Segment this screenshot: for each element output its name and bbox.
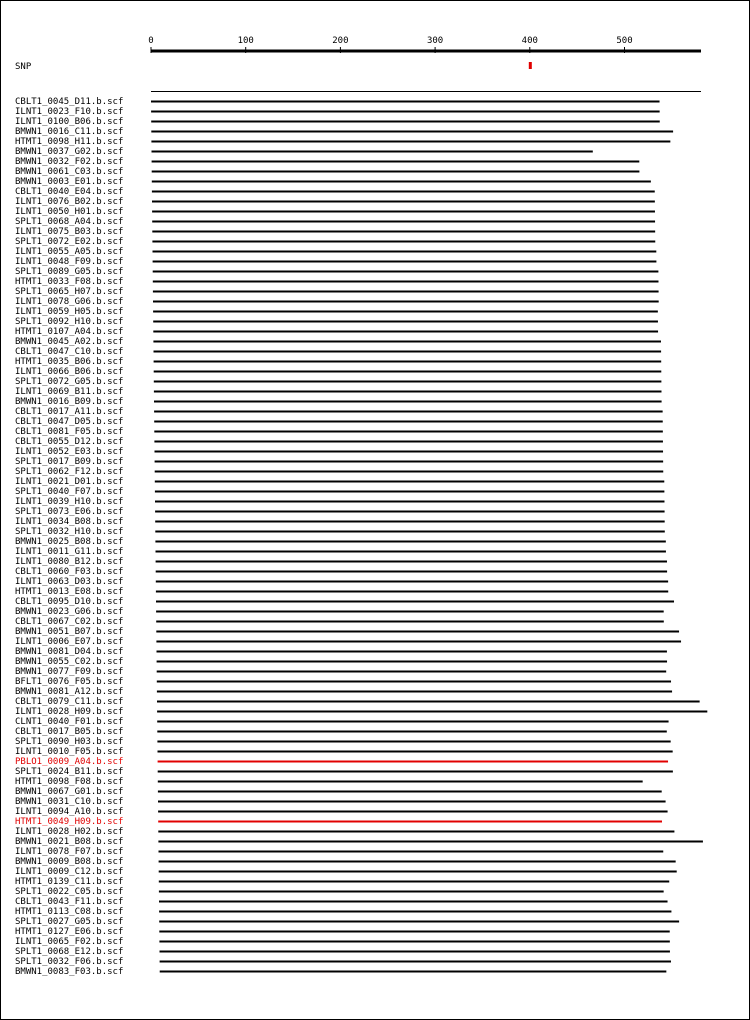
read-row	[15, 817, 662, 827]
read-row	[15, 887, 664, 897]
read-row	[15, 767, 673, 777]
read-name: SPLT1_0092_H10.b.scf	[15, 317, 124, 327]
read-row	[15, 947, 670, 957]
read-row	[15, 787, 662, 797]
ruler-tick-label: 500	[616, 36, 633, 46]
read-name: ILNT1_0094_A10.b.scf	[15, 807, 124, 817]
read-name: BMWN1_0016_B09.b.scf	[15, 397, 124, 407]
read-name: ILNT1_0063_D03.b.scf	[15, 577, 124, 587]
read-name: ILNT1_0080_B12.b.scf	[15, 557, 124, 567]
read-name: BMWN1_0009_B08.b.scf	[15, 857, 124, 867]
read-row	[15, 407, 663, 417]
read-row	[15, 967, 666, 977]
read-row	[15, 417, 663, 427]
ruler-tick-label: 0	[148, 36, 154, 46]
read-row	[15, 637, 681, 647]
read-row	[15, 427, 663, 437]
read-name: ILNT1_0059_H05.b.scf	[15, 307, 124, 317]
snp-track	[15, 62, 701, 92]
read-name: SPLT1_0072_E02.b.scf	[15, 237, 124, 247]
read-name: ILNT1_0034_B08.b.scf	[15, 517, 124, 527]
read-name: BMWN1_0051_B07.b.scf	[15, 627, 124, 637]
read-name: ILNT1_0066_B06.b.scf	[15, 367, 124, 377]
read-name: SPLT1_0017_B09.b.scf	[15, 457, 124, 467]
read-row	[15, 437, 663, 447]
read-row	[15, 557, 667, 567]
snp-marker	[529, 62, 532, 69]
read-name: SPLT1_0062_F12.b.scf	[15, 467, 124, 477]
read-row	[15, 577, 668, 587]
read-row	[15, 717, 669, 727]
read-name: ILNT1_0048_F09.b.scf	[15, 257, 124, 267]
read-row	[15, 897, 668, 907]
read-row	[15, 547, 666, 557]
read-name: BMWN1_0081_A12.b.scf	[15, 687, 124, 697]
read-name: CBLT1_0060_F03.b.scf	[15, 567, 124, 577]
read-row	[15, 747, 673, 757]
read-row	[15, 167, 639, 177]
read-name: BFLT1_0076_F05.b.scf	[15, 677, 124, 687]
read-row	[15, 627, 679, 637]
read-name: ILNT1_0055_A05.b.scf	[15, 247, 124, 257]
read-row	[15, 497, 664, 507]
read-name: ILNT1_0065_F02.b.scf	[15, 937, 124, 947]
read-row	[15, 927, 670, 937]
read-row	[15, 347, 661, 357]
read-row	[15, 467, 663, 477]
read-row	[15, 917, 679, 927]
read-row	[15, 857, 676, 867]
read-name: CBLT1_0040_E04.b.scf	[15, 187, 124, 197]
read-row	[15, 307, 658, 317]
read-row	[15, 137, 670, 147]
read-row	[15, 247, 656, 257]
read-name: ILNT1_0100_B06.b.scf	[15, 117, 124, 127]
read-name: BMWN1_0023_G06.b.scf	[15, 607, 124, 617]
read-row	[15, 847, 663, 857]
read-row	[15, 257, 656, 267]
read-name: ILNT1_0076_B02.b.scf	[15, 197, 124, 207]
ruler-tick-label: 400	[521, 36, 538, 46]
read-row	[15, 957, 671, 967]
read-name: ILNT1_0023_F10.b.scf	[15, 107, 124, 117]
read-name: HTMT1_0013_E08.b.scf	[15, 587, 124, 597]
read-name: CBLT1_0081_F05.b.scf	[15, 427, 124, 437]
read-name: CBLT1_0095_D10.b.scf	[15, 597, 124, 607]
read-name: BMWN1_0032_F02.b.scf	[15, 157, 124, 167]
read-name: SPLT1_0040_F07.b.scf	[15, 487, 124, 497]
read-row	[15, 147, 593, 157]
read-row	[15, 177, 651, 187]
read-name: PBLO1_0009_A04.b.scf	[15, 757, 124, 767]
read-name: ILNT1_0052_E03.b.scf	[15, 447, 124, 457]
read-name: BMWN1_0061_C03.b.scf	[15, 167, 124, 177]
read-row	[15, 447, 663, 457]
read-row	[15, 227, 655, 237]
read-name: CBLT1_0055_D12.b.scf	[15, 437, 124, 447]
read-row	[15, 487, 664, 497]
read-row	[15, 697, 700, 707]
read-row	[15, 777, 643, 787]
read-name: CBLT1_0047_D05.b.scf	[15, 417, 124, 427]
read-row	[15, 317, 658, 327]
read-row	[15, 617, 664, 627]
read-name: SPLT1_0090_H03.b.scf	[15, 737, 124, 747]
read-row	[15, 117, 660, 127]
read-row	[15, 737, 671, 747]
read-row	[15, 877, 669, 887]
read-list	[15, 97, 707, 977]
read-row	[15, 527, 665, 537]
read-name: BMWN1_0025_B08.b.scf	[15, 537, 124, 547]
read-name: SPLT1_0027_G05.b.scf	[15, 917, 124, 927]
read-name: ILNT1_0069_B11.b.scf	[15, 387, 124, 397]
read-row	[15, 727, 667, 737]
read-row	[15, 517, 665, 527]
read-row	[15, 657, 667, 667]
read-name: SPLT1_0032_F06.b.scf	[15, 957, 124, 967]
read-name: BMWN1_0037_G02.b.scf	[15, 147, 124, 157]
read-row	[15, 457, 663, 467]
read-row	[15, 677, 671, 687]
read-name: BMWN1_0077_F09.b.scf	[15, 667, 124, 677]
read-row	[15, 687, 672, 697]
read-name: SPLT1_0089_G05.b.scf	[15, 267, 124, 277]
read-name: SPLT1_0024_B11.b.scf	[15, 767, 124, 777]
read-name: ILNT1_0039_H10.b.scf	[15, 497, 124, 507]
read-name: ILNT1_0028_H02.b.scf	[15, 827, 124, 837]
read-name: ILNT1_0009_C12.b.scf	[15, 867, 124, 877]
read-row	[15, 97, 660, 107]
read-row	[15, 367, 661, 377]
read-row	[15, 907, 671, 917]
read-name: CBLT1_0045_D11.b.scf	[15, 97, 124, 107]
read-row	[15, 327, 658, 337]
read-name: SPLT1_0068_A04.b.scf	[15, 217, 124, 227]
read-row	[15, 127, 673, 137]
read-row	[15, 237, 655, 247]
read-row	[15, 607, 664, 617]
read-row	[15, 837, 703, 847]
read-name: ILNT1_0010_F05.b.scf	[15, 747, 124, 757]
read-name: SPLT1_0032_H10.b.scf	[15, 527, 124, 537]
read-row	[15, 287, 659, 297]
read-row	[15, 277, 658, 287]
read-name: BMWN1_0083_F03.b.scf	[15, 967, 124, 977]
read-row	[15, 217, 655, 227]
read-name: ILNT1_0078_G06.b.scf	[15, 297, 124, 307]
read-name: HTMT1_0049_H09.b.scf	[15, 817, 124, 827]
read-name: CLNT1_0040_F01.b.scf	[15, 717, 124, 727]
read-name: ILNT1_0028_H09.b.scf	[15, 707, 124, 717]
read-name: CBLT1_0067_C02.b.scf	[15, 617, 124, 627]
read-row	[15, 157, 639, 167]
read-row	[15, 867, 677, 877]
read-name: CBLT1_0047_C10.b.scf	[15, 347, 124, 357]
position-ruler	[148, 36, 701, 53]
read-row	[15, 197, 655, 207]
read-row	[15, 507, 665, 517]
read-name: HTMT1_0139_C11.b.scf	[15, 877, 124, 887]
read-name: ILNT1_0050_H01.b.scf	[15, 207, 124, 217]
read-name: ILNT1_0075_B03.b.scf	[15, 227, 124, 237]
read-name: SPLT1_0072_G05.b.scf	[15, 377, 124, 387]
read-name: HTMT1_0107_A04.b.scf	[15, 327, 124, 337]
read-name: ILNT1_0078_F07.b.scf	[15, 847, 124, 857]
read-name: ILNT1_0006_E07.b.scf	[15, 637, 124, 647]
read-row	[15, 937, 670, 947]
read-row	[15, 667, 666, 677]
read-row	[15, 387, 661, 397]
read-name: BMWN1_0003_E01.b.scf	[15, 177, 124, 187]
read-row	[15, 567, 667, 577]
read-row	[15, 377, 661, 387]
read-name: SPLT1_0065_H07.b.scf	[15, 287, 124, 297]
read-row	[15, 357, 661, 367]
read-name: HTMT1_0113_C08.b.scf	[15, 907, 124, 917]
read-row	[15, 207, 655, 217]
read-name: CBLT1_0017_B05.b.scf	[15, 727, 124, 737]
read-row	[15, 827, 674, 837]
read-name: BMWN1_0067_G01.b.scf	[15, 787, 124, 797]
read-name: BMWN1_0031_C10.b.scf	[15, 797, 124, 807]
read-row	[15, 297, 659, 307]
read-row	[15, 707, 707, 717]
read-row	[15, 757, 668, 767]
read-name: BMWN1_0045_A02.b.scf	[15, 337, 124, 347]
ruler-tick-label: 200	[332, 36, 349, 46]
read-name: HTMT1_0098_F08.b.scf	[15, 777, 124, 787]
read-name: HTMT1_0033_F08.b.scf	[15, 277, 124, 287]
read-name: CBLT1_0079_C11.b.scf	[15, 697, 124, 707]
read-name: BMWN1_0081_D04.b.scf	[15, 647, 124, 657]
read-row	[15, 597, 674, 607]
read-row	[15, 107, 660, 117]
read-row	[15, 807, 668, 817]
read-name: ILNT1_0021_D01.b.scf	[15, 477, 124, 487]
read-name: SPLT1_0068_E12.b.scf	[15, 947, 124, 957]
read-row	[15, 337, 661, 347]
read-row	[15, 397, 662, 407]
ruler-tick-label: 100	[237, 36, 254, 46]
read-row	[15, 267, 658, 277]
read-name: HTMT1_0098_H11.b.scf	[15, 137, 124, 147]
read-name: CBLT1_0017_A11.b.scf	[15, 407, 124, 417]
read-name: BMWN1_0021_B08.b.scf	[15, 837, 124, 847]
read-row	[15, 537, 666, 547]
read-name: CBLT1_0043_F11.b.scf	[15, 897, 124, 907]
read-name: SPLT1_0022_C05.b.scf	[15, 887, 124, 897]
read-name: HTMT1_0035_B06.b.scf	[15, 357, 124, 367]
read-row	[15, 797, 666, 807]
snp-label: SNP	[15, 62, 32, 72]
read-row	[15, 477, 664, 487]
read-row	[15, 647, 667, 657]
read-row	[15, 187, 655, 197]
read-name: ILNT1_0011_G11.b.scf	[15, 547, 124, 557]
read-row	[15, 587, 668, 597]
read-name: BMWN1_0055_C02.b.scf	[15, 657, 124, 667]
read-alignment-diagram	[1, 1, 749, 1019]
ruler-tick-label: 300	[426, 36, 444, 46]
read-name: SPLT1_0073_E06.b.scf	[15, 507, 124, 517]
read-name: BMWN1_0016_C11.b.scf	[15, 127, 124, 137]
read-name: HTMT1_0127_E06.b.scf	[15, 927, 124, 937]
